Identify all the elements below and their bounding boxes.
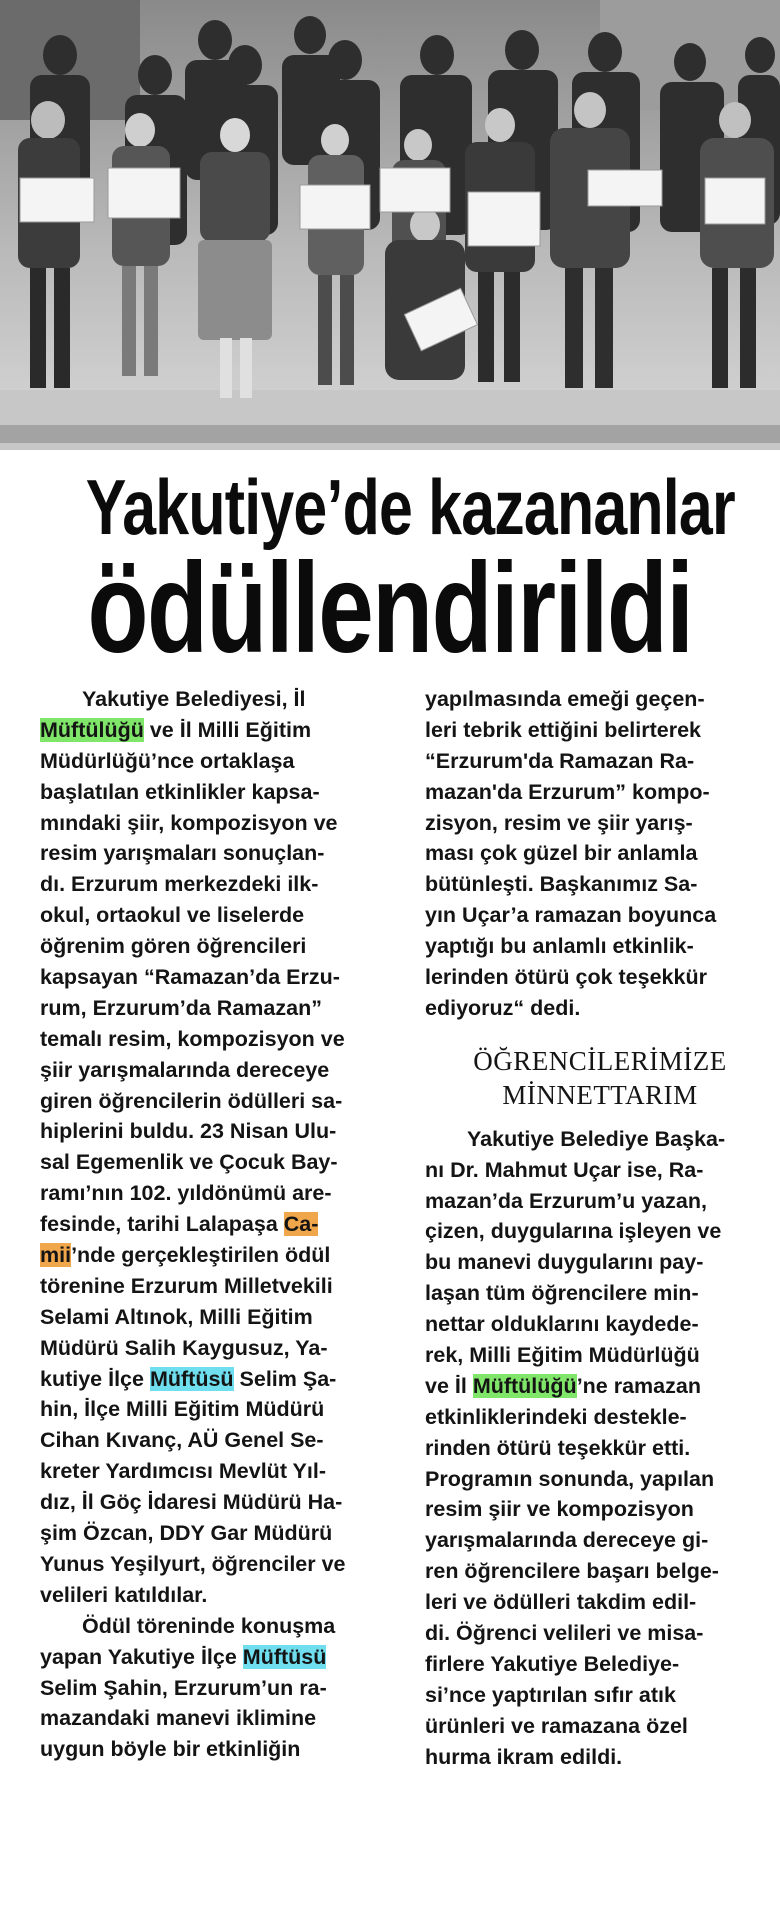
text-segment: mazan’da Erzurum’u yazan, [425, 1188, 707, 1213]
text-segment: fesinde, tarihi Lalapaşa [40, 1212, 284, 1237]
article-line [425, 962, 775, 993]
article-line [40, 1209, 390, 1240]
article-line [40, 869, 390, 900]
text-segment: kapsayan “Ramazan’da Erzu- [40, 965, 340, 990]
article-line [40, 1549, 390, 1580]
text-segment: Müdürlüğü’nce ortaklaşa [40, 748, 295, 773]
article-line [425, 1433, 775, 1464]
article-line [40, 1487, 390, 1518]
article-column-right-top [425, 684, 775, 1024]
article-line [425, 1494, 775, 1525]
text-segment: öğrenim gören öğrencileri [40, 934, 307, 959]
text-segment: Selami Altınok, Milli Eğitim [40, 1304, 313, 1329]
article-line [40, 1240, 390, 1271]
text-segment: bu manevi duygularını pay- [425, 1250, 704, 1275]
text-segment: hurma ikram edildi. [425, 1744, 623, 1769]
article-line [425, 1525, 775, 1556]
text-segment: dı. Erzurum merkezdeki ilk- [40, 872, 319, 897]
text-segment: törenine Erzurum Milletvekili [40, 1273, 333, 1298]
article-line [40, 1116, 390, 1147]
text-segment: nettar olduklarını kaydede- [425, 1312, 699, 1337]
text-segment: mazan'da Erzurum” kompo- [425, 779, 710, 804]
article-line [40, 900, 390, 931]
text-segment: firlere Yakutiye Belediye- [425, 1651, 680, 1676]
text-segment: “Erzurum'da Ramazan Ra- [425, 748, 695, 773]
text-segment: Cihan Kıvanç, AÜ Genel Se- [40, 1428, 324, 1453]
article-line [40, 838, 390, 869]
text-segment: ren öğrencilere başarı belge- [425, 1559, 719, 1584]
article-line [425, 1340, 775, 1371]
text-segment: uygun böyle bir etkinliğin [40, 1737, 301, 1762]
article-line [425, 1124, 775, 1155]
text-segment: resim yarışmaları sonuçlan- [40, 841, 325, 866]
text-segment: mındaki şiir, kompozisyon ve [40, 810, 338, 835]
article-line [425, 900, 775, 931]
text-segment: şiir yarışmalarında dereceye [40, 1057, 330, 1082]
article-line [40, 1703, 390, 1734]
text-segment: okul, ortaokul ve liselerde [40, 903, 305, 928]
article-line [425, 869, 775, 900]
subheading-line-1: ÖĞRENCİLERİMİZE [473, 1045, 727, 1076]
text-segment: Yakutiye Belediye Başka- [467, 1126, 726, 1151]
text-segment: sal Egemenlik ve Çocuk Bay- [40, 1150, 338, 1175]
article-line [40, 1642, 390, 1673]
text-segment: yapan Yakutiye İlçe [40, 1644, 243, 1669]
article-line [425, 684, 775, 715]
text-segment: dız, İl Göç İdaresi Müdürü Ha- [40, 1490, 343, 1515]
article-line [40, 962, 390, 993]
text-segment: nı Dr. Mahmut Uçar ise, Ra- [425, 1157, 704, 1182]
article-line [425, 1371, 775, 1402]
text-segment: rinden ötürü teşekkür etti. [425, 1435, 691, 1460]
text-segment: di. Öğrenci velileri ve misa- [425, 1621, 704, 1646]
article-line [425, 1155, 775, 1186]
article-line [425, 1556, 775, 1587]
article-line [425, 1402, 775, 1433]
text-segment: ’nde gerçekleştirilen ödül [71, 1243, 331, 1268]
article-line [40, 684, 390, 715]
text-segment: Yakutiye Belediyesi, İl [82, 687, 306, 711]
text-segment: zisyon, resim ve şiir yarış- [425, 810, 693, 835]
article-line [425, 1247, 775, 1278]
highlighted-text: Müftüsü [242, 1644, 327, 1669]
text-segment: yapılmasında emeği geçen- [425, 687, 705, 711]
text-segment: yarışmalarında dereceye gi- [425, 1528, 709, 1553]
text-segment: ürünleri ve ramazana özel [425, 1713, 688, 1738]
article-line [40, 1147, 390, 1178]
text-segment: yın Uçar’a ramazan boyunca [425, 903, 717, 928]
award-ceremony-photo [0, 0, 780, 450]
headline-line-2: ödüllendirildi [87, 537, 693, 680]
article-line [40, 777, 390, 808]
article-line [40, 1024, 390, 1055]
article-line [425, 993, 775, 1024]
highlighted-text: Müftüsü [149, 1366, 234, 1391]
article-line [40, 1302, 390, 1333]
text-segment: velileri katıldılar. [40, 1582, 208, 1607]
text-segment: lerinden ötürü çok teşekkür [425, 965, 707, 990]
text-segment: hin, İlçe Milli Eğitim Müdürü [40, 1397, 325, 1422]
text-segment: ve İl Milli Eğitim [143, 717, 312, 742]
text-segment: laşan tüm öğrencilere min- [425, 1281, 699, 1306]
article-line [425, 1587, 775, 1618]
article-line [425, 1618, 775, 1649]
text-segment: leri tebrik ettiğini belirterek [425, 717, 702, 742]
text-segment: kreter Yardımcısı Mevlüt Yıl- [40, 1459, 327, 1484]
article-line [40, 1611, 390, 1642]
highlighted-text: Müftülüğü [40, 717, 144, 742]
text-segment: Selim Şa- [233, 1366, 337, 1391]
article-line [425, 1216, 775, 1247]
text-segment: başlatılan etkinlikler kapsa- [40, 779, 320, 804]
article-line [425, 1309, 775, 1340]
article-line [40, 715, 390, 746]
article-line [425, 1711, 775, 1742]
article-line [40, 1271, 390, 1302]
article-line [40, 1673, 390, 1704]
article-line [425, 1742, 775, 1773]
text-segment: leri ve ödülleri takdim edil- [425, 1590, 697, 1615]
text-segment: Programın sonunda, yapılan [425, 1466, 715, 1491]
article-line [425, 808, 775, 839]
text-segment: ’ne ramazan [576, 1373, 701, 1398]
article-line [40, 1456, 390, 1487]
text-segment: temalı resim, kompozisyon ve [40, 1026, 345, 1051]
article-line [425, 838, 775, 869]
highlighted-text: Müftülüğü [472, 1373, 577, 1398]
article-line [40, 993, 390, 1024]
text-segment: rek, Milli Eğitim Müdürlüğü [425, 1343, 700, 1368]
article-line [40, 1178, 390, 1209]
article-line [40, 1333, 390, 1364]
highlighted-text: mii [40, 1243, 72, 1268]
text-segment: resim şiir ve kompozisyon [425, 1497, 694, 1522]
text-segment: kutiye İlçe [40, 1366, 150, 1391]
text-segment: mazandaki manevi iklimine [40, 1706, 317, 1731]
text-segment: Yunus Yeşilyurt, öğrenciler ve [40, 1551, 346, 1576]
text-segment: rum, Erzurum’da Ramazan” [40, 995, 322, 1020]
text-segment: şim Özcan, DDY Gar Müdürü [40, 1521, 333, 1546]
text-segment: hiplerini buldu. 23 Nisan Ulu- [40, 1119, 337, 1144]
text-segment: ramı’nın 102. yıldönümü are- [40, 1181, 332, 1206]
text-segment: Selim Şahin, Erzurum’un ra- [40, 1675, 327, 1700]
article-line [40, 1580, 390, 1611]
article-column-left [40, 684, 390, 1765]
article-line [40, 1055, 390, 1086]
group-photo [0, 0, 780, 450]
article-line [40, 1425, 390, 1456]
article-line [40, 1518, 390, 1549]
subheading-line-2: MİNNETTARIM [502, 1079, 698, 1110]
article-line [425, 931, 775, 962]
text-segment: giren öğrencilerin ödülleri sa- [40, 1088, 343, 1113]
article-column-right-bottom [425, 1124, 775, 1773]
article-line [40, 1394, 390, 1425]
text-segment: ediyoruz“ dedi. [425, 995, 581, 1020]
article-line [40, 1364, 390, 1395]
highlighted-text: Ca- [283, 1212, 319, 1237]
text-segment: ve İl [425, 1373, 473, 1398]
article-column-right [425, 684, 775, 1773]
headline-line-1: Yakutiye’de kazananlar [85, 463, 735, 551]
text-segment: ması çok güzel bir anlamla [425, 841, 698, 866]
article-line [40, 1734, 390, 1765]
text-segment: yaptığı bu anlamlı etkinlik- [425, 934, 694, 959]
text-segment: etkinliklerindeki destekle- [425, 1404, 687, 1429]
text-segment: bütünleşti. Başkanımız Sa- [425, 872, 698, 897]
article-line [425, 746, 775, 777]
article-line [425, 1680, 775, 1711]
article-line [425, 1464, 775, 1495]
text-segment: Ödül töreninde konuşma [82, 1613, 336, 1638]
article-line [425, 1278, 775, 1309]
article-line [40, 746, 390, 777]
text-segment: Müdürü Salih Kaygusuz, Ya- [40, 1335, 328, 1360]
article-line [40, 1086, 390, 1117]
article-line [425, 1186, 775, 1217]
article-line [425, 715, 775, 746]
article-line [425, 777, 775, 808]
text-segment: si’nce yaptırılan sıfır atık [425, 1682, 676, 1707]
article-line [40, 931, 390, 962]
article-line [425, 1649, 775, 1680]
article-line [40, 808, 390, 839]
text-segment: çizen, duygularına işleyen ve [425, 1219, 722, 1244]
